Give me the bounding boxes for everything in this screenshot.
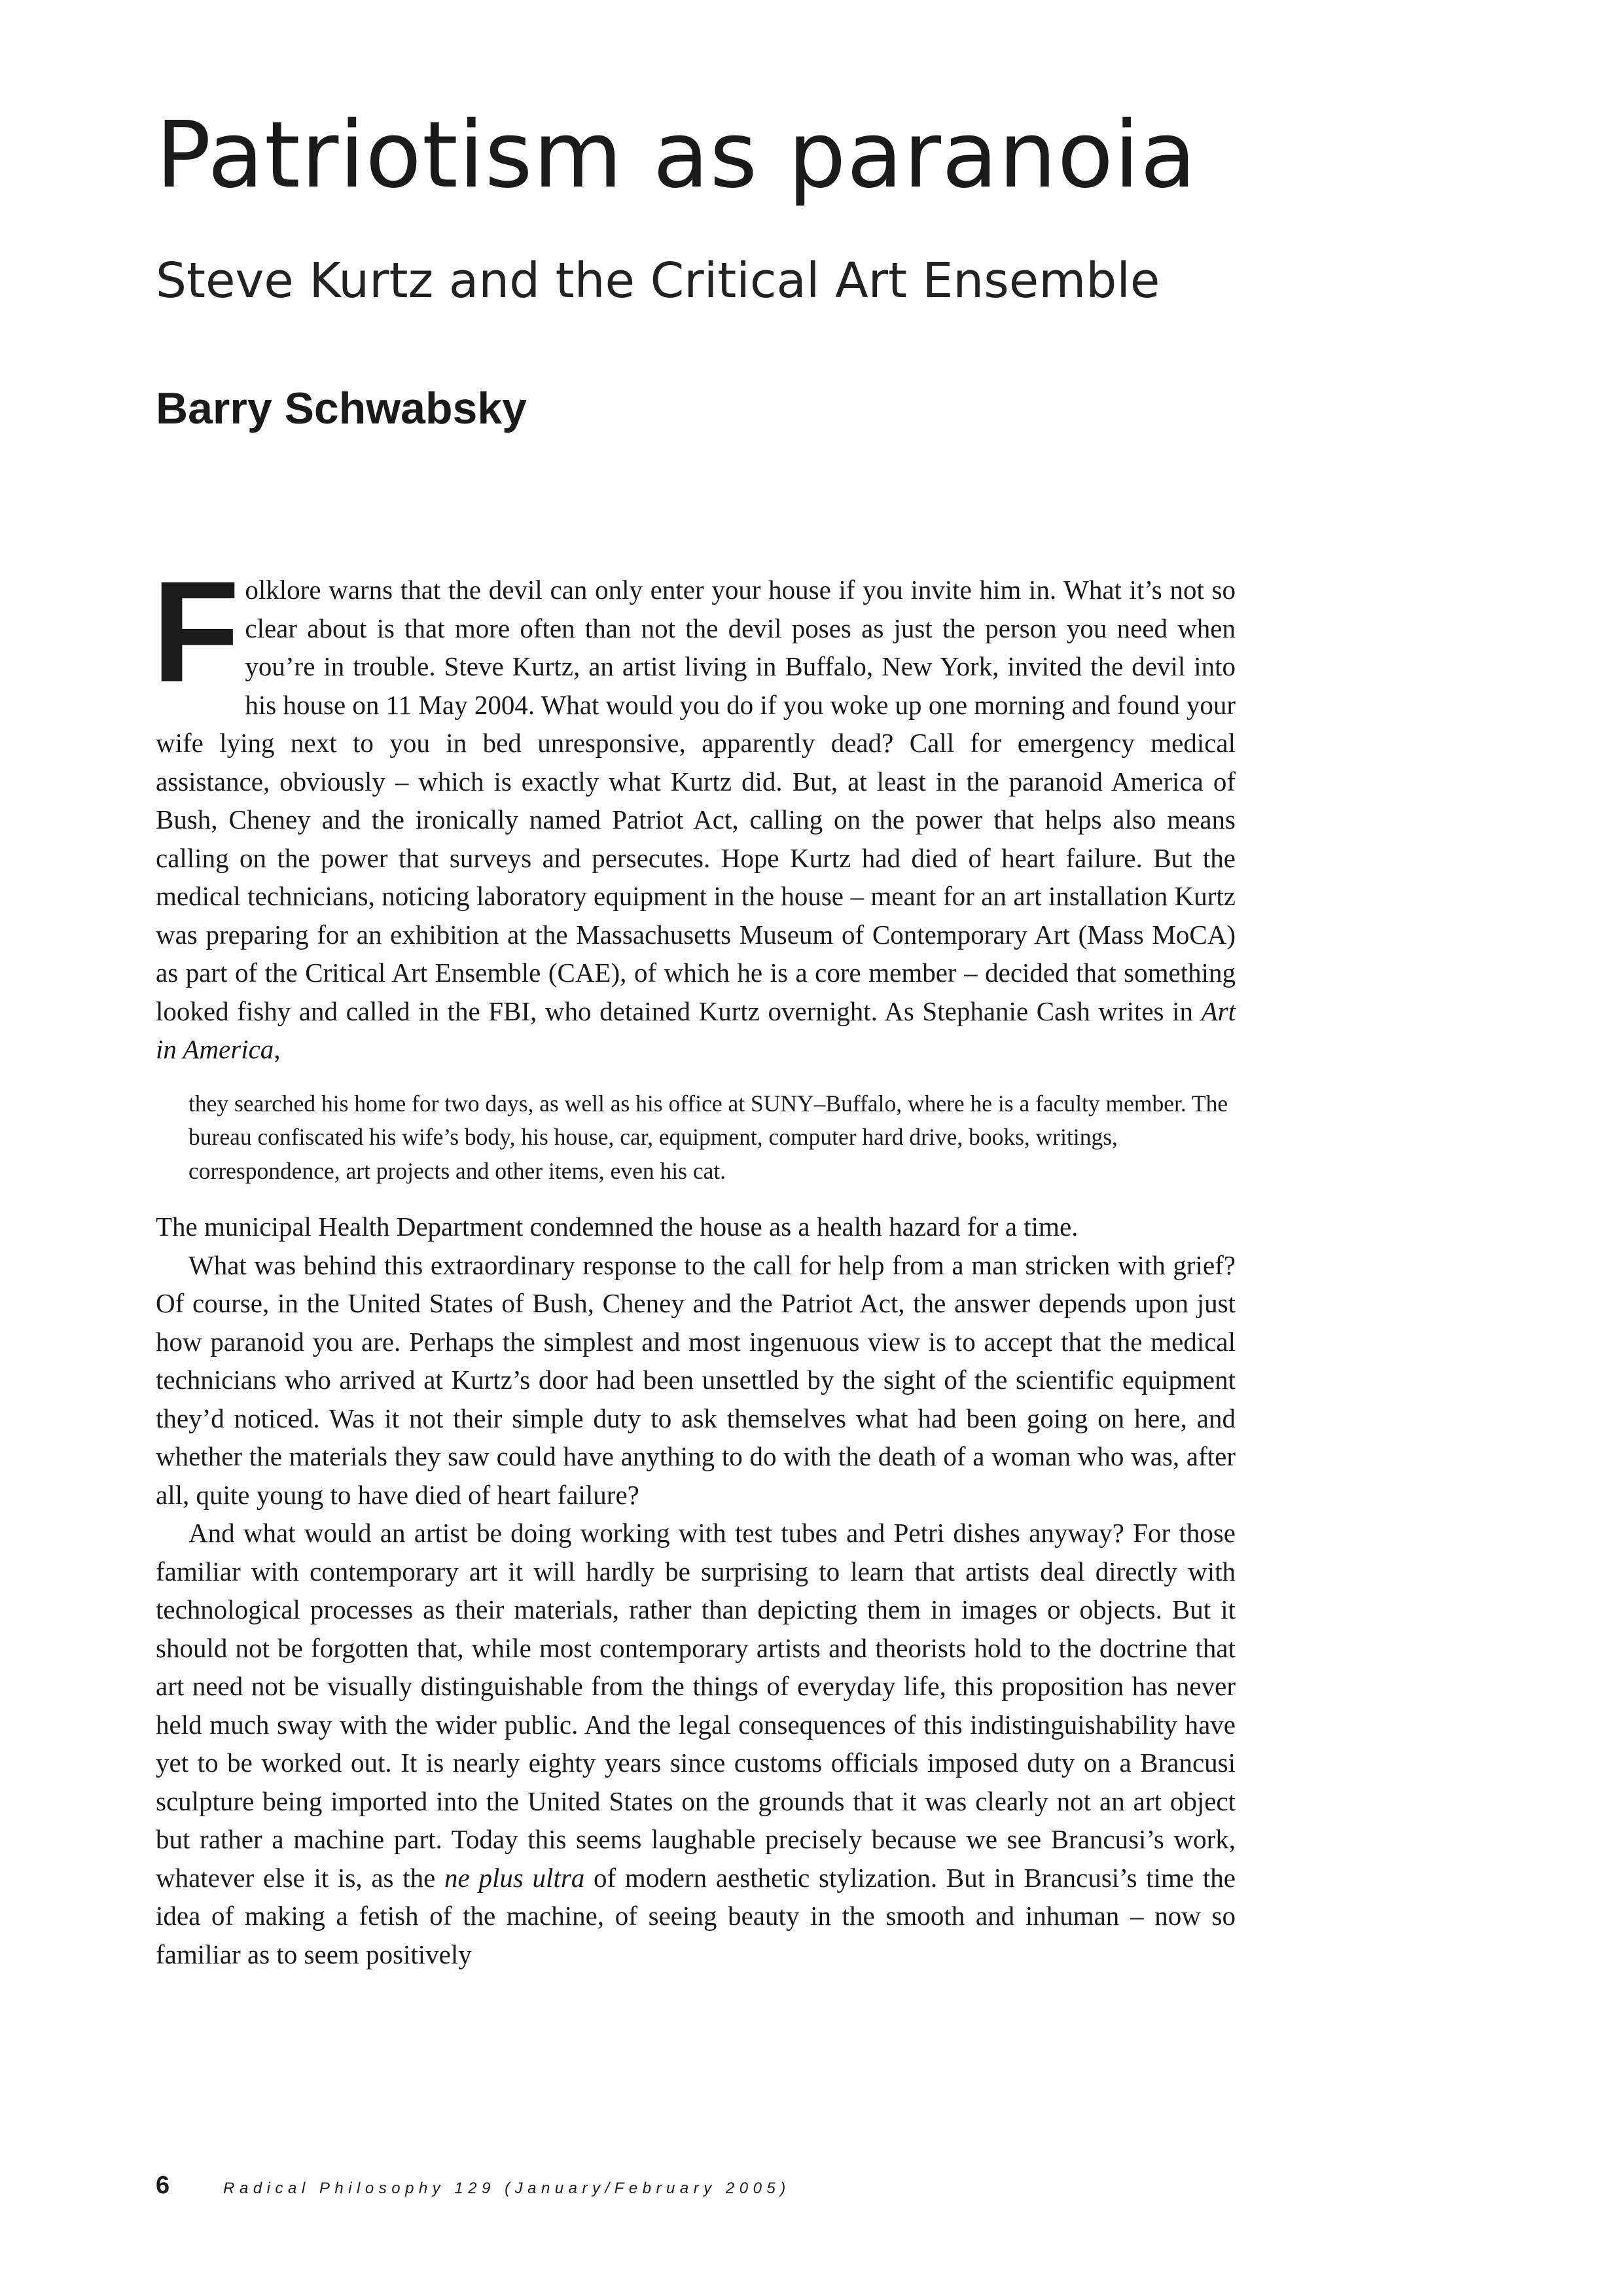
paragraph-3: What was behind this extraordinary response to the call for help from a man stricken with grief? Of course, in the United States of Bush, Cheney and the Patriot Act, the answer depends upon just how paranoid you are. Perhaps the simplest and most ingenuous view is to accept that the medical technicians who arrived at Kurtz’s door had been unsettled by the sight of the scientific equipment they’d noticed. Was it not their simple duty to ask themselves what had been going on here, and whether the materials they saw could have anything to do with the death of a woman who was, after all, quite young to have died of heart failure? xyxy=(156,1249,1236,1510)
paragraph-4-italic: ne plus ultra xyxy=(444,1862,585,1893)
paragraph-1-text-b: , xyxy=(274,1034,281,1064)
paragraph-4-text-b: of modern aesthetic stylization. But in Brancusi’s time the idea of making a fetish of the machine, of seeing beauty in the smooth and inhuman – now so familiar as to seem positively xyxy=(156,1862,1236,1969)
article-author: Barry Schwabsky xyxy=(156,384,527,433)
page-footer xyxy=(156,2172,791,2200)
drop-cap: F xyxy=(152,551,240,712)
journal-citation: Radical Philosophy 129 (January/February 2005) xyxy=(223,2179,791,2197)
paragraph-1-text-a: olklore warns that the devil can only enter your house if you invite him in. What it’s not so clear about is that more often than not the devil poses as just the person you need when you’re in trouble. Steve Kurtz, an artist living in Buffalo, New York, invited the devil into his house on 11 May 2004. What would you do if you woke up one morning and found your wife lying next to you in bed unresponsive, apparently dead? Call for emergency medical assistance, obviously – which is exactly what Kurtz did. But, at least in the paranoid America of Bush, Cheney and the ironically named Patriot Act, calling on the power that helps also means calling on the power that surveys and persecutes. Hope Kurtz had died of heart failure. But the medical technicians, noticing laboratory equipment in the house – meant for an art installation Kurtz was preparing for an exhibition at the Massachusetts Museum of Contemporary Art (Mass MoCA) as part of the Critical Art Ensemble (CAE), of which he is a core member – decided that something looked fishy and called in the FBI, who detained Kurtz overnight. As Stephanie Cash writes in xyxy=(156,575,1236,1026)
paragraph-4-text-a: And what would an artist be doing working with test tubes and Petri dishes anyway? For those familiar with contemporary art it will hardly be surprising to learn that artists deal directly with technological processes as their materials, rather than depicting them in images or objects. But it should not be forgotten that, while most contemporary artists and theorists hold to the doctrine that art need not be visually distinguishable from the things of everyday life, this proposition has never held much sway with the wider public. And the legal consequences of this indistinguishability have yet to be worked out. It is nearly eighty years since customs officials imposed duty on a Brancusi sculpture being imported into the United States on the grounds that it was clearly not an art object but rather a machine part. Today this seems laughable precisely because we see Brancusi’s work, whatever else it is, as the xyxy=(156,1518,1236,1893)
paragraph-1-italic: Art in America xyxy=(156,996,1236,1064)
article-title: Patriotism as paranoia xyxy=(156,102,1197,209)
article-body xyxy=(152,551,1236,1973)
article-subtitle: Steve Kurtz and the Critical Art Ensemble xyxy=(156,253,1160,309)
page-number: 6 xyxy=(156,2172,170,2199)
block-quote: they searched his home for two days, as well as his office at SUNY–Buffalo, where he is a faculty member. The bureau confiscated his wife’s body, his house, car, equipment, computer hard drive, books, writings, correspondence, art projects and other items, even his cat. xyxy=(188,1090,1228,1184)
paragraph-1 xyxy=(152,551,1236,1069)
paragraph-4 xyxy=(156,1514,1236,1973)
paragraph-2: The municipal Health Department condemned the house as a health hazard for a time. xyxy=(156,1211,1079,1242)
